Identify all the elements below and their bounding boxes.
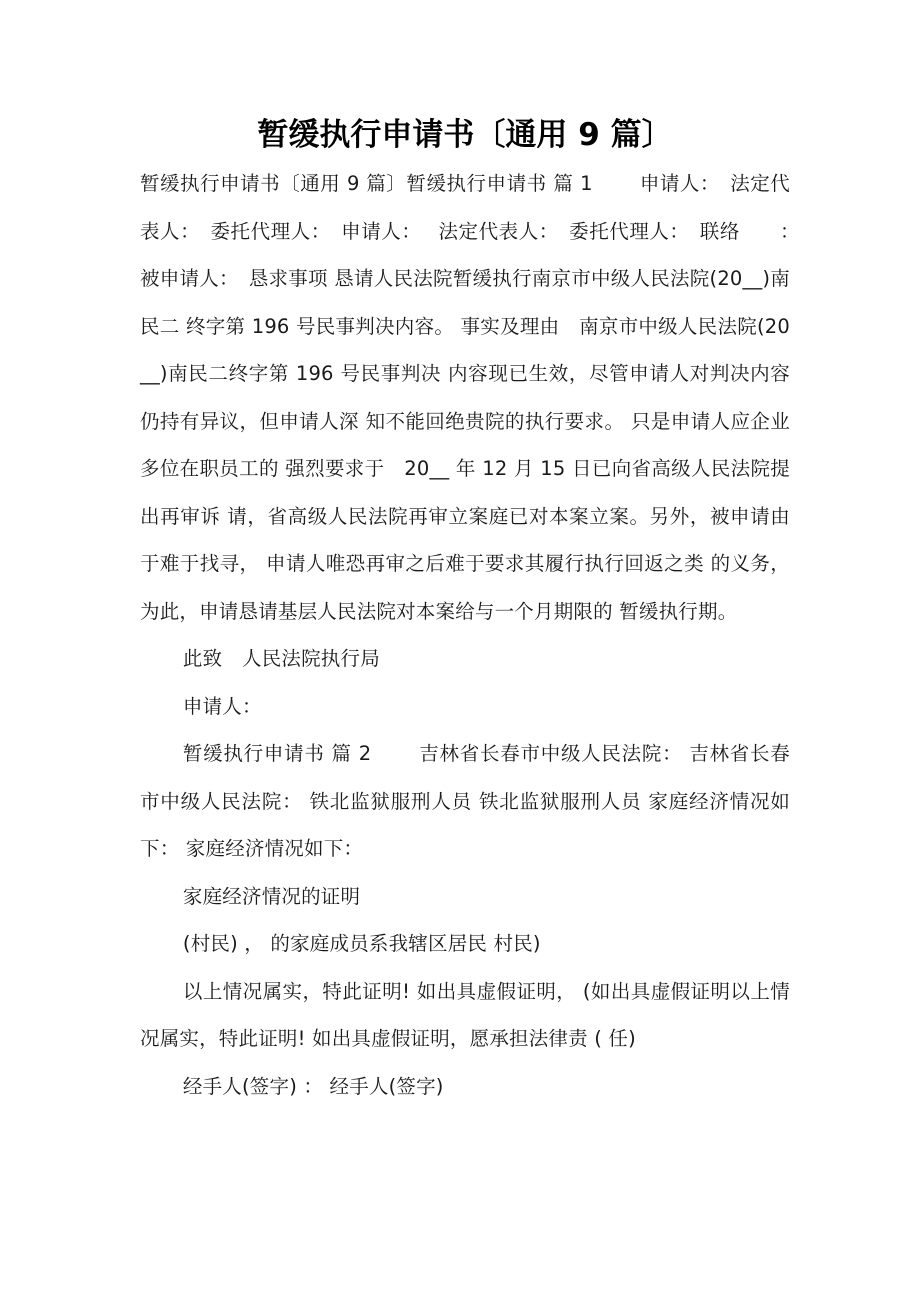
paragraph-declaration: 以上情况属实，特此证明! 如出具虚假证明， (如出具虚假证明以上情况属实，特此证明! 如出具虚假证明，愿承担法律责 ( 任) — [140, 979, 790, 1050]
paragraph-family-members: (村民) ， 的家庭成员系我辖区居民 村民) — [182, 932, 541, 955]
paragraph-salutation: 此致 人民法院执行局 — [182, 647, 380, 670]
document-title: 暂缓执行申请书〔通用 9 篇〕 — [257, 117, 673, 153]
paragraph-handler-signature: 经手人(签字) ： 经手人(签字) — [182, 1074, 444, 1098]
paragraph-applicant-signature: 申请人： — [182, 694, 262, 718]
paragraph-application-body: 暂缓执行申请书〔通用 9 篇〕暂缓执行申请书 篇 1 申请人： 法定代表人： 委托代理人： 申请人： 法定代表人： 委托代理人： 联络 ： 被申请人： 恳求事项 恳请人民法院暂缓执行南京市中级人民法院(20__)南民二 终字第 196 号民事判决内容。 事实及理由 南京市中级人民法院(20__)南民二终字第 196 号民事判决 内容现已生效，尽管申请人对判决内容仍持有异议，但申请人深 知不能回绝贵院的执行要求。 只是申请人应企业多位在职员工的 强烈要求于 20__ 年 12 月 15 日已向省高级人民法院提出再审诉 请，省高级人民法院再审立案庭已对本案立案。另外，被申请由 于难于找寻， 申请人唯恐再审之后难于要求其履行执行回返之类 的义务，为此，申请恳请基层人民法院对本案给与一个月期限的 暂缓执行期。 — [140, 172, 810, 623]
paragraph-certificate-heading: 家庭经济情况的证明 — [182, 884, 361, 908]
document-page — [140, 112, 810, 1110]
paragraph-article-2-intro: 暂缓执行申请书 篇 2 吉林省长春市中级人民法院： 吉林省长春市中级人民法院： 铁北监狱服刑人员 铁北监狱服刑人员 家庭经济情况如下： 家庭经济情况如下： — [140, 742, 790, 860]
